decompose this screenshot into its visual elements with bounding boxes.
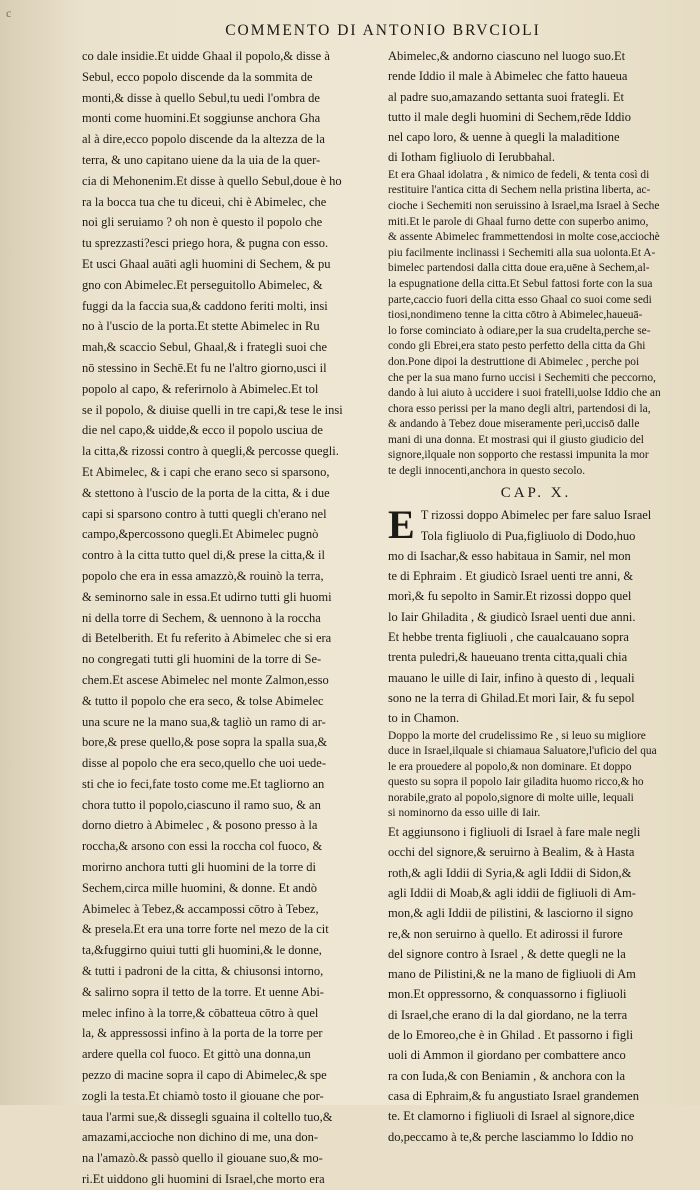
text-line: campo,&percossono quegli.Et Abimelec pugnò bbox=[82, 527, 319, 542]
right-column bbox=[388, 46, 684, 1147]
text-columns bbox=[82, 46, 684, 1190]
text-line: ra la bocca tua che tu diceui, chi è Abimelec, che bbox=[82, 194, 327, 209]
text-line: le era prouedere al popolo,& non dominare. Et doppo bbox=[388, 760, 632, 773]
text-line: monti come huomini.Et soggiunse anchora Gha bbox=[82, 111, 321, 126]
text-line: ardere quella col fuoco. Et gittò una donna,un bbox=[82, 1047, 311, 1062]
text-line: al padre suo,amazando settanta suoi frategli. Et bbox=[388, 89, 625, 104]
drop-cap: E bbox=[388, 502, 415, 548]
text-line: & assente Abimelec frammettendosi in molte cose,acciochè bbox=[388, 231, 660, 244]
text-line: don.Pone dipoi la destruttione di Abimelec , perche poi bbox=[388, 355, 640, 368]
text-line: dorno dietro à Abimelec , & posono presso à la bbox=[82, 818, 318, 833]
running-title: COMMENTO DI ANTONIO BRVCIOLI bbox=[225, 22, 541, 39]
text-line: di Israel,che erano di la dal giordano, ne la terra bbox=[388, 1007, 628, 1022]
text-line: uoli di Ammon il giordano per combattere anco bbox=[388, 1048, 626, 1063]
text-line: no congregati tutti gli huomini de la torre di Se- bbox=[82, 652, 322, 667]
text-line: mano de Pilistini,& ne la mano de figliuoli di Am bbox=[388, 967, 636, 982]
text-line: chora esso perissi per la mano degli altri, partendosi di la, bbox=[388, 402, 651, 415]
text-line: te. Et clamorno i figliuoli di Israel al signore,dice bbox=[388, 1109, 635, 1124]
text-line: bimelec partendosi dalla citta doue era,uēne à Sechem,al- bbox=[388, 262, 650, 275]
text-line: melec infino à la torre,& cōbatteua cōtro à quel bbox=[82, 1005, 319, 1020]
text-line: tiosi,nondimeno tenne la citta cōtro à Abimelec,haueuā- bbox=[388, 309, 643, 322]
text-line: re,& non seruirno à quello. Et adirossi il furore bbox=[388, 926, 623, 941]
left-column bbox=[82, 46, 378, 1190]
text-line: trenta puledri,& haueuano trenta citta,quali chia bbox=[388, 650, 628, 665]
text-line: agli Iddii di Moab,& agli iddii de figliuoli di Am- bbox=[388, 885, 636, 900]
text-line: & tutti i padroni de la citta, & chiusonsi intorno, bbox=[82, 964, 324, 979]
text-line: duce in Israel,ilquale si chiamaua Saluatore,l'uficio del qua bbox=[388, 745, 657, 758]
text-line: & salirno sopra il tetto de la torre. Et uenne Abi- bbox=[82, 984, 324, 999]
text-line: del signore contro à Israel , & dette quegli ne la bbox=[388, 946, 626, 961]
text-line: gno con Abimelec.Et perseguitollo Abimelec, & bbox=[82, 277, 323, 292]
text-line: te di Ephraim . Et giudicò Israel uenti tre anni, & bbox=[388, 569, 634, 584]
text-line: mon,& agli Iddii de pilistini, & lasciorno il signo bbox=[388, 906, 634, 921]
text-line: disse al popolo che era seco,quello che uoi uede- bbox=[82, 756, 327, 771]
text-line: fuggi da la faccia sua,& caddono feriti molti, insi bbox=[82, 298, 328, 313]
commentary-block bbox=[388, 168, 684, 480]
text-line: la, & appressossi infino à la porta de la torre per bbox=[82, 1026, 323, 1041]
text-line: che per la sua mano furno uccisi i Sechemiti che peccorno, bbox=[388, 371, 656, 384]
scripture-bottom bbox=[388, 822, 684, 1147]
text-line: & seminorno sale in essa.Et udirno tutti gli huomi bbox=[82, 589, 332, 604]
text-line: signore,ilquale non sopporto che restassi impunita la mor bbox=[388, 449, 649, 462]
text-line: terra, & uno capitano uiene da la uia de la quer- bbox=[82, 152, 321, 167]
text-line: & presela.Et era una torre forte nel mezo de la cit bbox=[82, 922, 329, 937]
text-line: taua l'armi sue,& dissegli sguaina il coltello tuo,& bbox=[82, 1109, 333, 1124]
text-line: sti che io feci,fate tosto come me.Et tagliorno an bbox=[82, 776, 325, 791]
text-line: parte,caccio fuori della citta esso Ghaal co suoi come sedi bbox=[388, 293, 652, 306]
text-line: Abimelec à Tebez,& accampossi cōtro à Tebez, bbox=[82, 901, 319, 916]
text-line: mo di Isachar,& esso habitaua in Samir, nel mon bbox=[388, 548, 631, 563]
text-line: amazami,accioche non dichino di me, una don- bbox=[82, 1130, 319, 1145]
chapter-text bbox=[388, 502, 684, 728]
text-line: morirno anchora tutti gli huomini de la torre di bbox=[82, 860, 316, 875]
text-line: chora tutto il popolo,ciascuno il ramo suo, & an bbox=[82, 797, 321, 812]
text-line: de lo Emoreo,che è in Ghilad . Et passorno i figli bbox=[388, 1028, 634, 1043]
text-line: ri.Et uiddono gli huomini di Israel,che morto era bbox=[82, 1172, 325, 1187]
text-line: piu facilmente inclinassi i Sechemiti alla sua uolonta.Et A- bbox=[388, 246, 656, 259]
text-line: Et usci Ghaal auāti agli huomini di Sechem, & pu bbox=[82, 256, 331, 271]
text-line: cia di Mehonenim.Et disse à quello Sebul,doue è ho bbox=[82, 173, 342, 188]
text-line: Sebul, ecco popolo discende da la sommita de bbox=[82, 69, 313, 84]
text-line: bore,& prese quello,& pose sopra la spalla sua,& bbox=[82, 735, 328, 750]
text-line: Et aggiunsono i figliuoli di Israel à fare male negli bbox=[388, 825, 641, 840]
text-line: lo Iair Ghiladita , & giudicò Israel uenti due anni. bbox=[388, 609, 636, 624]
text-line: Et Abimelec, & i capi che erano seco si sparsono, bbox=[82, 464, 330, 479]
text-line: do,peccamo à te,& perche lasciammo lo Iddio no bbox=[388, 1129, 634, 1144]
text-line: occhi del signore,& seruirno à Bealim, & à Hasta bbox=[388, 845, 635, 860]
text-line: si nominorno da esso uille di Iair. bbox=[388, 807, 541, 820]
text-line: contro à la citta tutto quel di,& prese la citta,& il bbox=[82, 548, 325, 563]
text-line: una scure ne la mano sua,& tagliò un ramo di ar- bbox=[82, 714, 326, 729]
page-mark: c bbox=[6, 6, 12, 20]
text-line: Doppo la morte del crudelissimo Re , si leuo su migliore bbox=[388, 729, 646, 742]
text-line: & tutto il popolo che era seco, & tolse Abimelec bbox=[82, 693, 324, 708]
text-line: popolo che era in essa amazzò,& rouinò la terra, bbox=[82, 568, 324, 583]
text-line: Abimelec,& andorno ciascuno nel luogo suo.Et bbox=[388, 49, 626, 63]
text-line: la espugnatione della citta.Et Sebul fattosi forte con la sua bbox=[388, 277, 653, 290]
text-line: co dale insidie.Et uidde Ghaal il popolo,& disse à bbox=[82, 49, 330, 63]
text-line: casa di Ephraim,& fu angustiato Israel grandemen bbox=[388, 1088, 639, 1103]
text-line: & stettono à l'uscio de la porta de la citta, & i due bbox=[82, 485, 330, 500]
text-line: questo su sopra il popolo Iair giladita huomo ricco,& ho bbox=[388, 776, 644, 789]
text-line: se il popolo, & diuise quelli in tre capi,& tese le insi bbox=[82, 402, 343, 417]
text-line: & andando à Tebez doue miseramente perì,uccisō dalle bbox=[388, 418, 640, 431]
text-line: T rizossi doppo Abimelec per fare saluo Israel bbox=[420, 508, 652, 523]
text-line: Tola figliuolo di Pua,figliuolo di Dodo,huo bbox=[420, 528, 636, 543]
text-line: condo gli Ebrei,era stato pesto perfetto della citta da Ghi bbox=[388, 340, 646, 353]
text-line: dando à lui aiuto à uccidere i suoi fratelli,uolse Iddio che an bbox=[388, 387, 661, 400]
text-line: nel capo loro, & uenne à quegli la maladitione bbox=[388, 130, 620, 145]
text-line: capi si sparsono contro à tutti quegli ch'erano nel bbox=[82, 506, 327, 521]
text-line: cioche i Sechemiti non seruissino à Israel,ma Israel à Seche bbox=[388, 199, 660, 212]
text-line: la citta,& rizossi contro à quegli,& percosse quegli. bbox=[82, 444, 339, 459]
text-line: roth,& agli Iddii di Syria,& agli Iddii di Sidon,& bbox=[388, 865, 632, 880]
commentary-block-2 bbox=[388, 729, 684, 823]
text-line: morì,& fu sepolto in Samir.Et rizossi doppo quel bbox=[388, 589, 632, 604]
text-line: te degli innocenti,anchora in questo secolo. bbox=[388, 465, 586, 478]
chapter-heading: CAP. X. bbox=[500, 484, 572, 501]
text-line: lo forse cominciato à odiare,per la sua crudelta,perche se- bbox=[388, 324, 651, 337]
text-line: mauano le uille di Iair, infino à questo di , lequali bbox=[388, 670, 635, 685]
text-line: di Betelberith. Et fu referito à Abimelec che si era bbox=[82, 631, 332, 646]
text-line: mon.Et oppressorno, & conquassorno i figliuoli bbox=[388, 987, 627, 1002]
text-line: na l'amazò.& passò quello il giouane suo,& mo- bbox=[82, 1151, 323, 1166]
text-line: no à l'uscio de la porta.Et stette Abimelec in Ru bbox=[82, 319, 320, 334]
text-line: ra con Iuda,& con Beniamin , & anchora con la bbox=[388, 1068, 626, 1083]
text-line: pezzo di macine sopra il capo di Abimelec,& spe bbox=[82, 1068, 327, 1083]
scripture-top bbox=[388, 46, 684, 168]
text-line: rende Iddio il male à Abimelec che fatto haueua bbox=[388, 69, 628, 84]
text-line: tu sprezzasti?esci priego hora, & pugna con esso. bbox=[82, 236, 329, 251]
text-line: ta,&fuggirno quiui tutti gli huomini,& le donne, bbox=[82, 943, 322, 958]
text-line: norabile,grato al popolo,signore di molte uille, lequali bbox=[388, 791, 634, 804]
text-line: chem.Et ascese Abimelec nel monte Zalmon,esso bbox=[82, 672, 329, 687]
text-line: di Iotham figliuolo di Ierubbahal. bbox=[388, 150, 555, 165]
text-line: die nel capo,& uidde,& ecco il popolo usciua de bbox=[82, 423, 323, 438]
text-line: noi gli seruiamo ? oh non è questo il popolo che bbox=[82, 215, 323, 230]
text-line: to in Chamon. bbox=[388, 711, 460, 726]
text-line: popolo al capo, & referirnolo à Abimelec.Et tol bbox=[82, 381, 319, 396]
text-line: Et era Ghaal idolatra , & nimico de fedeli, & tenta così di bbox=[388, 168, 650, 181]
text-line: ni della torre di Sechem, & uennono à la roccha bbox=[82, 610, 321, 625]
text-line: al à dire,ecco popolo discende da la altezza de la bbox=[82, 132, 325, 147]
text-line: tutto il male degli huomini di Sechem,rēde Iddio bbox=[388, 109, 632, 124]
text-line: zogli la testa.Et chiamò tosto il giouane che por- bbox=[82, 1088, 324, 1103]
text-line: mah,& scaccio Sebul, Ghaal,& i frategli suoi che bbox=[82, 340, 328, 355]
text-line: sono ne la terra di Ghilad.Et mori Iair, & fu sepol bbox=[388, 690, 635, 705]
text-line: roccha,& arsono con essi la roccha col fuoco, & bbox=[82, 839, 323, 854]
text-line: monti,& disse à quello Sebul,tu uedi l'ombra de bbox=[82, 90, 320, 105]
text-line: Sechem,circa mille huomini, & donne. Et andò bbox=[82, 880, 318, 895]
text-line: restituire l'antica citta di Sechem nella pristina liberta, ac- bbox=[388, 184, 651, 197]
text-line: Et hebbe trenta figliuoli , che caualcauano sopra bbox=[388, 630, 629, 645]
text-line: miti.Et le parole di Ghaal furno dette con superbo animo, bbox=[388, 215, 649, 228]
text-line: mani di una donna. Et mostrasi qui il giusto giudicio del bbox=[388, 433, 644, 446]
text-line: nō stessino in Sechē.Et fu ne l'altro giorno,usci il bbox=[82, 360, 327, 375]
